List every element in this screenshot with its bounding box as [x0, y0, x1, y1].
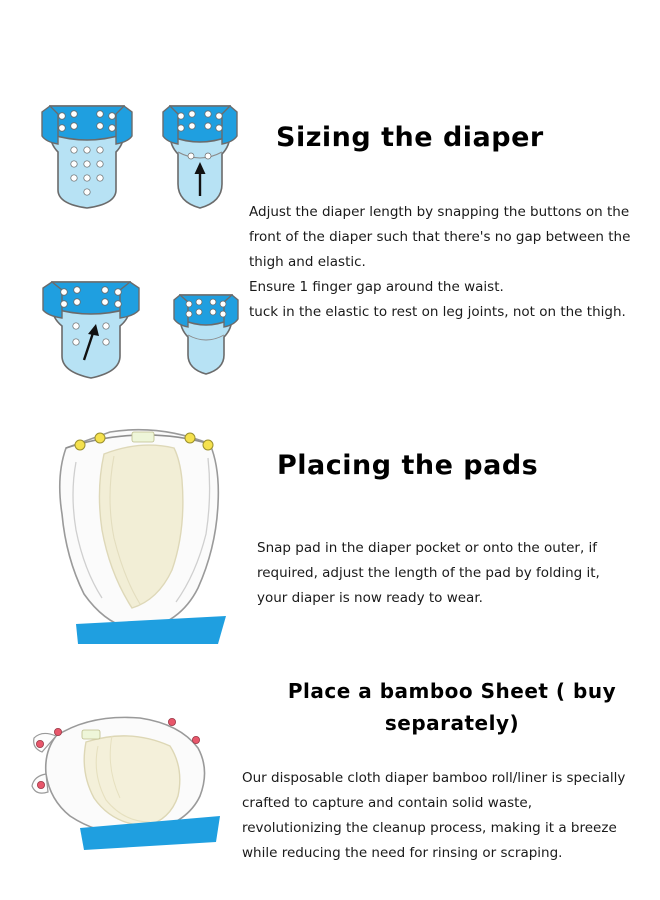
pads-section-heading: Placing the pads [277, 450, 539, 481]
pads-line-1: Snap pad in the diaper pocket or onto the outer, if [257, 540, 598, 556]
sizing-section-body [249, 200, 639, 325]
pads-line-2: required, adjust the length of the pad by folding it, [257, 565, 600, 581]
pads-section-body [257, 536, 617, 611]
sizing-section-heading: Sizing the diaper [276, 122, 544, 153]
diaper-snapped-small-illustration [172, 287, 240, 377]
bamboo-section-body [242, 766, 642, 866]
bamboo-line-1: Our disposable cloth diaper bamboo roll/liner is specially [242, 770, 626, 786]
white-diaper-with-insert-pad-illustration [40, 418, 230, 650]
bamboo-line-2: crafted to capture and contain solid waste, [242, 795, 533, 811]
sizing-line-4: Ensure 1 finger gap around the waist. [249, 279, 504, 295]
diaper-with-bamboo-liner-illustration [20, 690, 220, 860]
bamboo-line-3: revolutionizing the cleanup process, making it a breeze [242, 820, 617, 836]
sizing-line-2: front of the diaper such that there's no gap between the [249, 229, 631, 245]
diaper-snapped-front-view-illustration [160, 92, 240, 212]
sizing-line-3: thigh and elastic. [249, 254, 366, 270]
diaper-open-with-arrow-illustration [36, 272, 146, 382]
diaper-open-front-view-illustration [36, 92, 138, 212]
sizing-line-1: Adjust the diaper length by snapping the buttons on the [249, 204, 630, 220]
bamboo-line-4: while reducing the need for rinsing or scraping. [242, 845, 563, 861]
bamboo-section-heading: Place a bamboo Sheet ( buy separately) [287, 679, 617, 735]
pads-line-3: your diaper is now ready to wear. [257, 590, 483, 606]
sizing-line-5: tuck in the elastic to rest on leg joints, not on the thigh. [249, 304, 626, 320]
